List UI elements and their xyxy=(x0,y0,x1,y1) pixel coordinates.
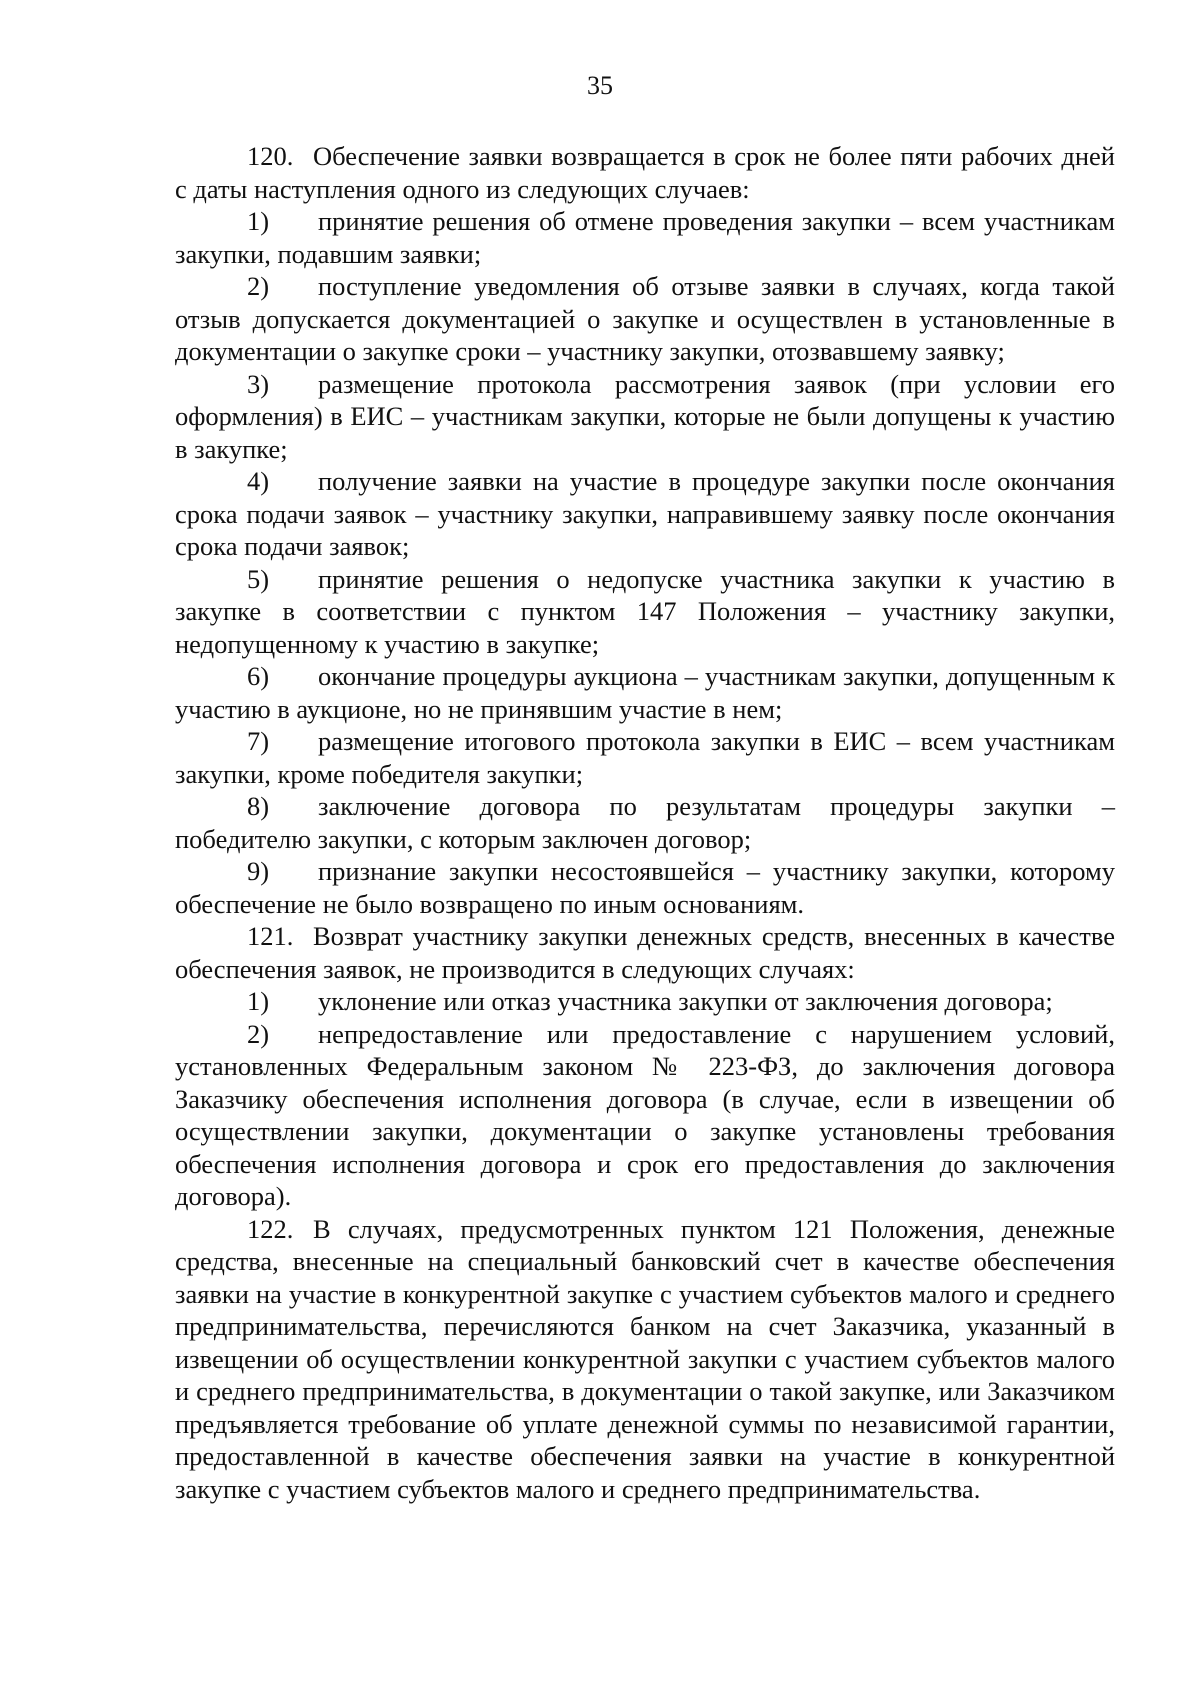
list-item xyxy=(175,725,1115,790)
item-number: 1) xyxy=(247,986,270,1016)
item-text: непредоставление или предоставление с нарушением условий, установленных Федеральным законом № 223-ФЗ, до заключения договора Заказчику обеспечения исполнения договора (в случае, если в извещении об осуществлении закупки, документации о закупке установлены требования обеспечения исполнения договора и срок его предоставления до заключения договора). xyxy=(175,1018,1115,1211)
list-item xyxy=(175,368,1115,466)
clause-text: В случаях, предусмотренных пунктом 121 Положения, денежные средства, внесенные на специальный банковский счет в качестве обеспечения заявки на участие в конкурентной закупке с участием субъектов малого и среднего предпринимательства, перечисляются банком на счет Заказчика, указанный в извещении об осуществлении конкурентной закупки с участием субъектов малого и среднего предпринимательства, в документации о такой закупке, или Заказчиком предъявляется требование об уплате денежной суммы по независимой гарантии, предоставленной в качестве обеспечения заявки на участие в конкурентной закупке с участием субъектов малого и среднего предпринимательства. xyxy=(175,1213,1115,1504)
clause-number: 120. xyxy=(247,141,294,171)
page-number: 35 xyxy=(587,71,613,100)
item-text: принятие решения о недопуске участника закупки к участию в закупке в соответствии с пунктом 147 Положения – участнику закупки, недопущенному к участию в закупке; xyxy=(175,563,1115,659)
item-number: 2) xyxy=(247,1018,270,1049)
item-number: 6) xyxy=(247,661,270,691)
item-number: 3) xyxy=(247,368,270,399)
item-text: заключение договора по результатам процедуры закупки – победителю закупки, с которым заключен договор; xyxy=(175,791,1115,854)
item-number: 1) xyxy=(247,206,270,236)
clause-text: Обеспечение заявки возвращается в срок не более пяти рабочих дней с даты наступления одного из следующих случаев: xyxy=(175,141,1115,204)
item-text: уклонение или отказ участника закупки от заключения договора; xyxy=(318,986,1053,1016)
item-number: 5) xyxy=(247,563,270,594)
item-text: поступление уведомления об отзыве заявки в случаях, когда такой отзыв допускается документацией о закупке и осуществлен в установленные в документации о закупке сроки – участнику закупки, отозвавшему заявку; xyxy=(175,271,1115,366)
list-item xyxy=(175,465,1115,563)
item-number: 9) xyxy=(247,856,270,886)
item-text: окончание процедуры аукциона – участникам закупки, допущенным к участию в аукционе, но не принявшим участие в нем; xyxy=(175,661,1115,724)
list-item xyxy=(175,270,1115,368)
item-text: принятие решения об отмене проведения закупки – всем участникам закупки, подавшим заявки; xyxy=(175,206,1115,269)
list-item xyxy=(175,205,1115,270)
clause-120 xyxy=(175,140,1115,205)
item-text: признание закупки несостоявшейся – участнику закупки, которому обеспечение не было возвращено по иным основаниям. xyxy=(175,856,1115,919)
item-number: 4) xyxy=(247,466,270,496)
item-text: размещение протокола рассмотрения заявок (при условии его оформления) в ЕИС – участникам закупки, которые не были допущены к участию в закупке; xyxy=(175,368,1115,464)
clause-122 xyxy=(175,1213,1115,1506)
list-item xyxy=(175,660,1115,725)
list-item xyxy=(175,790,1115,855)
item-number: 7) xyxy=(247,726,270,756)
clause-number: 122. xyxy=(247,1213,294,1244)
item-number: 8) xyxy=(247,791,270,821)
clause-121 xyxy=(175,920,1115,985)
list-item xyxy=(175,563,1115,661)
list-item xyxy=(175,855,1115,920)
list-item xyxy=(175,1018,1115,1213)
clause-text: Возврат участнику закупки денежных средств, внесенных в качестве обеспечения заявок, не производится в следующих случаях: xyxy=(175,921,1115,984)
item-number: 2) xyxy=(247,271,270,301)
clause-number: 121. xyxy=(247,921,294,951)
item-text: получение заявки на участие в процедуре закупки после окончания срока подачи заявок – участнику закупки, направившему заявку после окончания срока подачи заявок; xyxy=(175,466,1115,561)
item-text: размещение итогового протокола закупки в ЕИС – всем участникам закупки, кроме победителя закупки; xyxy=(175,726,1115,789)
document-body xyxy=(175,140,1115,1505)
list-item xyxy=(175,985,1115,1018)
